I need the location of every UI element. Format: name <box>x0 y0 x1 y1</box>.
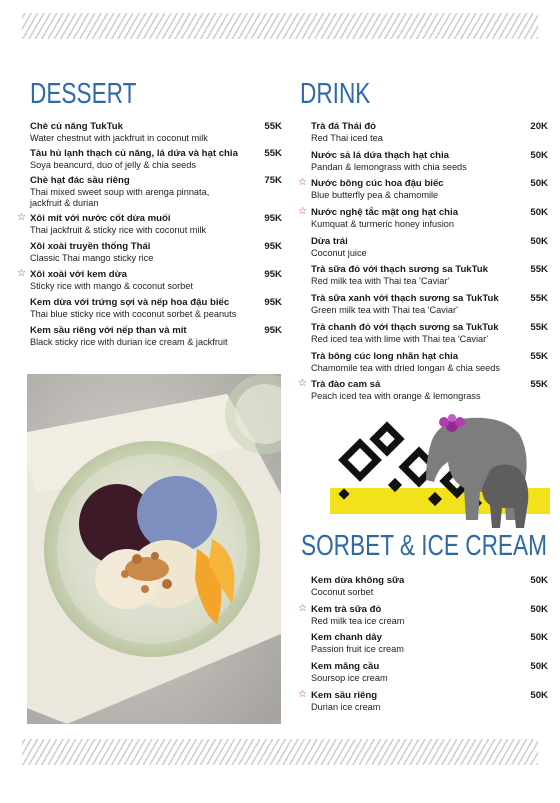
item-price: 95K <box>264 297 282 308</box>
item-desc: Green milk tea with Thai tea 'Caviar' <box>311 305 458 316</box>
item-desc: Classic Thai mango sticky rice <box>30 253 154 263</box>
item-price: 95K <box>264 269 282 280</box>
item-desc: Peach iced tea with orange & lemongrass <box>311 391 481 402</box>
item-desc: Red Thai iced tea <box>311 133 383 143</box>
item-name: Nước bông cúc hoa đậu biếc <box>311 178 444 190</box>
item-name: Trà sữa xanh với thạch sương sa TukTuk <box>311 293 499 305</box>
star-outline-icon: ☆ <box>298 602 307 614</box>
item-name: Trà sữa đỏ với thạch sương sa TukTuk <box>311 264 488 276</box>
item-name: Chè hạt đác sầu riêng <box>30 175 130 186</box>
menu-item <box>298 177 548 207</box>
item-price: 50K <box>530 149 548 161</box>
item-name: Kem dừa không sữa <box>311 575 405 586</box>
dessert-title: DESSERT <box>30 78 137 110</box>
item-desc: Sticky rice with mango & coconut sorbet <box>30 281 193 291</box>
item-name: Trà chanh đỏ với thạch sương sa TukTuk <box>311 321 499 333</box>
item-desc: Passion fruit ice cream <box>311 644 404 655</box>
item-desc: Coconut sorbet <box>311 587 374 597</box>
menu-item <box>298 602 548 633</box>
item-name: Xôi xoài với kem dừa <box>30 269 127 280</box>
menu-item <box>311 661 548 690</box>
menu-item <box>311 351 548 380</box>
star-outline-icon: ☆ <box>298 206 307 218</box>
item-desc: Kumquat & turmeric honey infusion <box>311 219 454 230</box>
item-price: 50K <box>530 575 548 586</box>
elephant-lotus-illustration <box>330 410 550 535</box>
drink-title: DRINK <box>300 78 371 110</box>
item-price: 50K <box>530 178 548 190</box>
menu-item <box>30 297 282 325</box>
star-outline-icon: ☆ <box>17 268 26 279</box>
star-outline-icon: ☆ <box>298 177 307 189</box>
star-outline-icon: ☆ <box>17 212 26 223</box>
menu-item <box>30 121 282 148</box>
item-name: Dừa trái <box>311 235 348 247</box>
item-desc: Water chestnut with jackfruit in coconut milk <box>30 133 208 143</box>
item-price: 55K <box>530 350 548 362</box>
item-name: Nước nghệ tắc mật ong hạt chia <box>311 207 459 219</box>
item-price: 55K <box>264 148 282 159</box>
menu-item <box>30 241 282 269</box>
item-name: Nước sả lá dứa thạch hạt chia <box>311 149 450 161</box>
item-desc: Pandan & lemongrass with chia seeds <box>311 161 467 172</box>
item-price: 50K <box>530 235 548 247</box>
item-desc: Coconut juice <box>311 247 367 258</box>
item-name: Kem sầu riêng với nếp than và mít <box>30 325 187 336</box>
item-desc: Red milk tea with Thai tea 'Caviar' <box>311 276 450 287</box>
item-price: 55K <box>530 293 548 305</box>
item-price: 95K <box>264 241 282 252</box>
dessert-list <box>17 121 282 353</box>
item-name: Chè củ năng TukTuk <box>30 121 123 132</box>
item-name: Trà bông cúc long nhãn hạt chia <box>311 350 459 362</box>
item-name: Trà đá Thái đỏ <box>311 121 377 132</box>
menu-item <box>311 322 548 351</box>
item-price: 55K <box>530 321 548 333</box>
item-desc: Durian ice cream <box>311 701 381 712</box>
menu-item <box>298 206 548 236</box>
item-desc: Thai jackfruit & sticky rice with coconut milk <box>30 225 207 235</box>
item-name: Xôi xoài truyền thống Thái <box>30 241 151 252</box>
item-price: 50K <box>530 661 548 673</box>
drink-list <box>298 121 548 408</box>
sorbet-title: SORBET & ICE CREAM <box>301 530 547 562</box>
sorbet-list <box>298 575 548 718</box>
item-name: Kem trà sữa đỏ <box>311 603 382 615</box>
menu-item <box>30 325 282 353</box>
menu-item <box>311 575 548 604</box>
item-price: 75K <box>264 175 282 186</box>
item-desc: Thai blue sticky rice with coconut sorbet & peanuts <box>30 309 237 319</box>
item-price: 95K <box>264 213 282 224</box>
item-desc: Black sticky rice with durian ice cream & jackfruit <box>30 337 228 347</box>
item-desc: Red iced tea with lime with Thai tea 'Caviar' <box>311 333 488 344</box>
menu-item <box>311 121 548 150</box>
item-name: Kem sầu riêng <box>311 689 378 701</box>
menu-item <box>311 150 548 179</box>
item-price: 55K <box>530 379 548 391</box>
menu-item <box>17 212 282 241</box>
item-desc: Chamomile tea with dried longan & chia seeds <box>311 362 500 373</box>
item-desc: Soya beancurd, duo of jelly & chia seeds <box>30 160 196 170</box>
top-hatch-border <box>22 13 538 39</box>
menu-item <box>298 688 548 719</box>
item-desc: Red milk tea ice cream <box>311 615 405 626</box>
item-price: 50K <box>530 207 548 219</box>
item-desc: Thai mixed sweet soup with arenga pinnata, jackfruit & durian <box>30 187 210 208</box>
dessert-bowl-photo <box>27 374 281 724</box>
item-name: Kem dừa với trứng sợi và nếp hoa đậu biếc <box>30 297 230 308</box>
item-price: 50K <box>530 603 548 615</box>
menu-item <box>17 268 282 297</box>
item-desc: Blue butterfly pea & chamomile <box>311 190 439 201</box>
item-price: 50K <box>530 632 548 644</box>
item-name: Xôi mít với nước cốt dừa muối <box>30 213 171 224</box>
item-name: Kem mãng cầu <box>311 661 380 673</box>
item-name: Tàu hủ lạnh thạch củ năng, lá dứa và hạt chia <box>30 148 238 159</box>
menu-item <box>311 632 548 661</box>
item-price: 20K <box>530 121 548 132</box>
menu-item <box>311 293 548 322</box>
item-price: 95K <box>264 325 282 336</box>
menu-item <box>30 148 282 175</box>
item-price: 55K <box>264 121 282 132</box>
item-desc: Soursop ice cream <box>311 673 388 684</box>
menu-item <box>311 236 548 265</box>
bottom-hatch-border <box>22 739 538 765</box>
star-outline-icon: ☆ <box>298 378 307 390</box>
item-price: 55K <box>530 264 548 276</box>
menu-item <box>30 175 282 213</box>
item-name: Kem chanh dây <box>311 632 382 644</box>
item-name: Trà đào cam sả <box>311 379 381 391</box>
star-outline-icon: ☆ <box>298 688 307 700</box>
item-price: 50K <box>530 689 548 701</box>
menu-item <box>311 264 548 293</box>
menu-item <box>298 378 548 408</box>
